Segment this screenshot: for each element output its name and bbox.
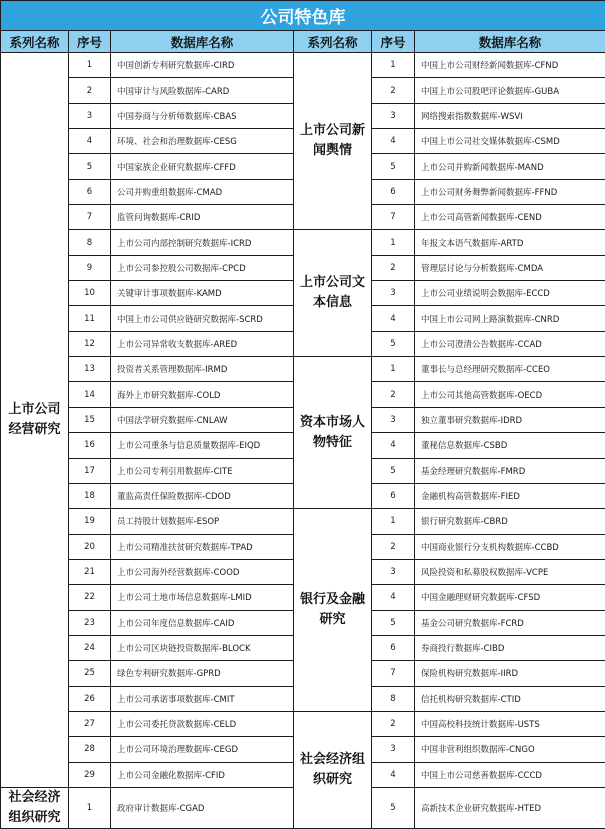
left-database-name: 上市公司年度信息数据库-CAID xyxy=(111,610,294,635)
right-row-number: 2 xyxy=(372,711,415,736)
left-database-name: 中国上市公司供应链研究数据库-SCRD xyxy=(111,306,294,331)
left-database-name: 上市公司重条与信息质量数据库-EIQD xyxy=(111,433,294,458)
header-dbname-right: 数据库名称 xyxy=(415,31,605,53)
left-database-name: 上市公司参控股公司数据库-CPCD xyxy=(111,255,294,280)
right-row-number: 4 xyxy=(372,306,415,331)
left-database-name: 中国法学研究数据库-CNLAW xyxy=(111,407,294,432)
right-database-name: 银行研究数据库-CBRD xyxy=(415,509,605,534)
right-database-name: 网络搜索指数数据库-WSVI xyxy=(415,103,605,128)
right-database-name: 中国上市公司社交媒体数据库-CSMD xyxy=(415,129,605,154)
left-row-number: 1 xyxy=(69,787,111,828)
right-row-number: 1 xyxy=(372,509,415,534)
right-row-number: 4 xyxy=(372,433,415,458)
right-database-name: 中国上市公司慈善数据库-CCCD xyxy=(415,762,605,787)
left-database-name: 海外上市研究数据库-COLD xyxy=(111,382,294,407)
right-database-name: 上市公司并购新闻数据库-MAND xyxy=(415,154,605,179)
left-row-number: 21 xyxy=(69,559,111,584)
left-database-name: 中国家族企业研究数据库-CFFD xyxy=(111,154,294,179)
right-row-number: 1 xyxy=(372,357,415,382)
left-row-number: 14 xyxy=(69,382,111,407)
table-row xyxy=(1,509,605,534)
right-database-name: 中国上市公司网上路演数据库-CNRD xyxy=(415,306,605,331)
right-database-name: 上市公司其他高管数据库-OECD xyxy=(415,382,605,407)
left-row-number: 13 xyxy=(69,357,111,382)
left-database-name: 上市公司专利引用数据库-CITE xyxy=(111,458,294,483)
right-row-number: 4 xyxy=(372,129,415,154)
left-row-number: 2 xyxy=(69,78,111,103)
left-row-number: 5 xyxy=(69,154,111,179)
right-database-name: 上市公司澄清公告数据库-CCAD xyxy=(415,331,605,356)
left-row-number: 10 xyxy=(69,281,111,306)
right-database-name: 中国金融理财研究数据库-CFSD xyxy=(415,585,605,610)
right-database-name: 中国上市公司股吧评论数据库-GUBA xyxy=(415,78,605,103)
left-database-name: 公司并购重组数据库-CMAD xyxy=(111,179,294,204)
header-dbname-left: 数据库名称 xyxy=(111,31,294,53)
right-row-number: 6 xyxy=(372,483,415,508)
left-row-number: 15 xyxy=(69,407,111,432)
right-database-name: 上市公司财务舞弊新闻数据库-FFND xyxy=(415,179,605,204)
left-row-number: 3 xyxy=(69,103,111,128)
left-row-number: 17 xyxy=(69,458,111,483)
right-row-number: 2 xyxy=(372,255,415,280)
left-row-number: 18 xyxy=(69,483,111,508)
right-row-number: 3 xyxy=(372,103,415,128)
left-row-number: 7 xyxy=(69,205,111,230)
right-row-number: 5 xyxy=(372,458,415,483)
right-row-number: 8 xyxy=(372,686,415,711)
left-database-name: 中国审计与风险数据库-CARD xyxy=(111,78,294,103)
right-database-name: 风险投资和私募股权数据库-VCPE xyxy=(415,559,605,584)
right-row-number: 5 xyxy=(372,154,415,179)
right-database-name: 基金公司研究数据库-FCRD xyxy=(415,610,605,635)
left-row-number: 16 xyxy=(69,433,111,458)
left-database-name: 绿色专利研究数据库-GPRD xyxy=(111,661,294,686)
left-database-name: 上市公司精准扶贫研究数据库-TPAD xyxy=(111,534,294,559)
table-title: 公司特色库 xyxy=(1,1,605,31)
right-row-number: 2 xyxy=(372,78,415,103)
right-row-number: 4 xyxy=(372,585,415,610)
left-database-name: 上市公司异常收支数据库-ARED xyxy=(111,331,294,356)
right-database-name: 信托机构研究数据库-CTID xyxy=(415,686,605,711)
right-database-name: 年报文本语气数据库-ARTD xyxy=(415,230,605,255)
right-database-name: 高新技术企业研究数据库-HTED xyxy=(415,787,605,828)
right-database-name: 董事长与总经理研究数据库-CCEO xyxy=(415,357,605,382)
left-row-number: 28 xyxy=(69,737,111,762)
left-database-name: 上市公司环境治理数据库-CEGD xyxy=(111,737,294,762)
table-row xyxy=(1,53,605,78)
table-row xyxy=(1,357,605,382)
left-row-number: 27 xyxy=(69,711,111,736)
left-database-name: 投资者关系管理数据库-IRMD xyxy=(111,357,294,382)
left-row-number: 24 xyxy=(69,635,111,660)
header-series-right: 系列名称 xyxy=(294,31,372,53)
header-no-left: 序号 xyxy=(69,31,111,53)
right-row-number: 6 xyxy=(372,179,415,204)
right-database-name: 上市公司业绩说明会数据库-ECCD xyxy=(415,281,605,306)
left-database-name: 监管问询数据库-CRID xyxy=(111,205,294,230)
left-row-number: 9 xyxy=(69,255,111,280)
right-database-name: 金融机构高管数据库-FIED xyxy=(415,483,605,508)
left-series-name: 社会经济组织研究 xyxy=(1,787,69,828)
right-series-name: 上市公司新闻舆情 xyxy=(294,53,372,230)
left-database-name: 上市公司委托贷款数据库-CELD xyxy=(111,711,294,736)
right-row-number: 5 xyxy=(372,787,415,828)
left-database-name: 上市公司金融化数据库-CFID xyxy=(111,762,294,787)
right-database-name: 管理层讨论与分析数据库-CMDA xyxy=(415,255,605,280)
left-row-number: 8 xyxy=(69,230,111,255)
left-row-number: 11 xyxy=(69,306,111,331)
right-row-number: 6 xyxy=(372,635,415,660)
header-series-left: 系列名称 xyxy=(1,31,69,53)
left-row-number: 19 xyxy=(69,509,111,534)
left-database-name: 上市公司土地市场信息数据库-LMID xyxy=(111,585,294,610)
left-row-number: 6 xyxy=(69,179,111,204)
left-database-name: 上市公司承诺事项数据库-CMIT xyxy=(111,686,294,711)
left-database-name: 环境、社会和治理数据库-CESG xyxy=(111,129,294,154)
right-row-number: 3 xyxy=(372,737,415,762)
left-database-name: 中国创新专利研究数据库-CIRD xyxy=(111,53,294,78)
left-row-number: 23 xyxy=(69,610,111,635)
right-row-number: 1 xyxy=(372,53,415,78)
right-series-name: 上市公司文本信息 xyxy=(294,230,372,357)
right-database-name: 中国上市公司财经新闻数据库-CFND xyxy=(415,53,605,78)
left-row-number: 22 xyxy=(69,585,111,610)
right-row-number: 3 xyxy=(372,407,415,432)
left-row-number: 12 xyxy=(69,331,111,356)
left-row-number: 26 xyxy=(69,686,111,711)
right-database-name: 上市公司高管新闻数据库-CEND xyxy=(415,205,605,230)
right-row-number: 2 xyxy=(372,534,415,559)
right-row-number: 2 xyxy=(372,382,415,407)
right-database-name: 中国商业银行分支机构数据库-CCBD xyxy=(415,534,605,559)
left-database-name: 关键审计事项数据库-KAMD xyxy=(111,281,294,306)
left-database-name: 政府审计数据库-CGAD xyxy=(111,787,294,828)
right-series-name: 银行及金融研究 xyxy=(294,509,372,712)
left-row-number: 1 xyxy=(69,53,111,78)
right-row-number: 3 xyxy=(372,559,415,584)
right-row-number: 7 xyxy=(372,661,415,686)
right-series-name: 资本市场人物特征 xyxy=(294,357,372,509)
table-row xyxy=(1,230,605,255)
right-database-name: 中国非营利组织数据库-CNGO xyxy=(415,737,605,762)
right-series-name: 社会经济组织研究 xyxy=(294,711,372,828)
right-row-number: 5 xyxy=(372,331,415,356)
right-database-name: 独立董事研究数据库-IDRD xyxy=(415,407,605,432)
left-database-name: 中国券商与分析师数据库-CBAS xyxy=(111,103,294,128)
table-body xyxy=(1,53,605,829)
right-row-number: 1 xyxy=(372,230,415,255)
left-database-name: 上市公司区块链投资数据库-BLOCK xyxy=(111,635,294,660)
left-row-number: 29 xyxy=(69,762,111,787)
left-row-number: 4 xyxy=(69,129,111,154)
right-database-name: 中国高校科技统计数据库-USTS xyxy=(415,711,605,736)
left-database-name: 董监高责任保险数据库-CDOD xyxy=(111,483,294,508)
right-database-name: 保险机构研究数据库-IIRD xyxy=(415,661,605,686)
right-database-name: 基金经理研究数据库-FMRD xyxy=(415,458,605,483)
right-row-number: 7 xyxy=(372,205,415,230)
left-series-name: 上市公司经营研究 xyxy=(1,53,69,788)
right-row-number: 5 xyxy=(372,610,415,635)
right-database-name: 券商投行数据库-CIBD xyxy=(415,635,605,660)
table-row xyxy=(1,711,605,736)
left-row-number: 20 xyxy=(69,534,111,559)
left-row-number: 25 xyxy=(69,661,111,686)
left-database-name: 员工持股计划数据库-ESOP xyxy=(111,509,294,534)
right-row-number: 3 xyxy=(372,281,415,306)
header-no-right: 序号 xyxy=(372,31,415,53)
right-row-number: 4 xyxy=(372,762,415,787)
right-database-name: 董秘信息数据库-CSBD xyxy=(415,433,605,458)
left-database-name: 上市公司海外经营数据库-COOD xyxy=(111,559,294,584)
left-database-name: 上市公司内部控制研究数据库-ICRD xyxy=(111,230,294,255)
